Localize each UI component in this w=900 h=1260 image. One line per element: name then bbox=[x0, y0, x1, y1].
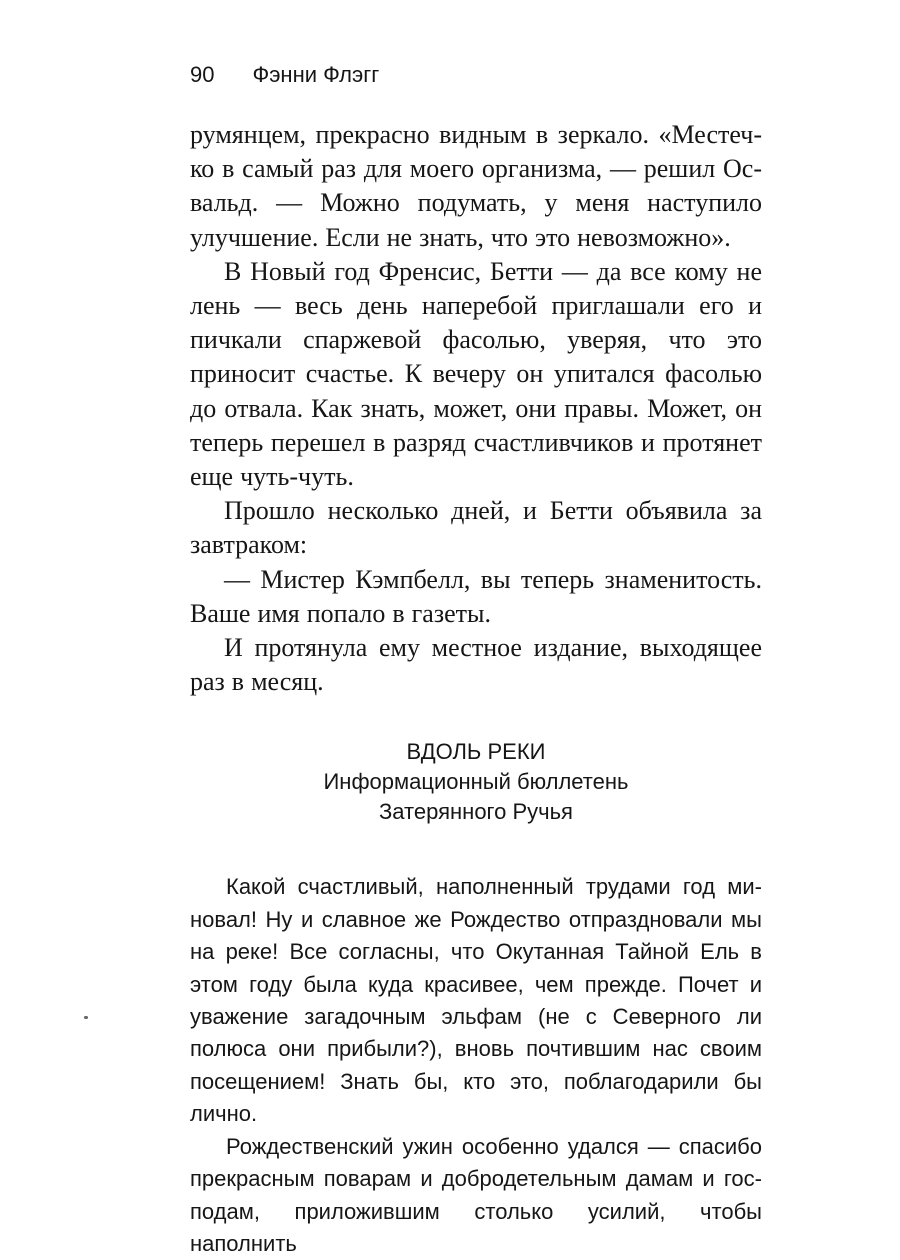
newsletter-subtitle: Затерянного Ручья bbox=[379, 799, 573, 825]
paragraph: И протянула ему местное издание, выходящее раз в месяц. bbox=[190, 633, 762, 697]
scan-speck bbox=[84, 1016, 88, 1019]
running-head-author: Фэнни Флэгг bbox=[252, 62, 380, 87]
newsletter-title: ВДОЛЬ РЕКИ bbox=[406, 739, 546, 765]
newsletter-subtitle: Информационный бюллетень bbox=[323, 769, 629, 795]
paragraph: румянцем, прекрасно видным в зеркало. «Местечко в самый раз для моего организма, — решил Освальд. — Можно подумать, у меня наступило улучшение. Если не знать, что это невозможно». bbox=[190, 120, 762, 252]
page-number: 90 bbox=[190, 62, 215, 87]
running-head bbox=[190, 60, 762, 90]
newsletter-heading bbox=[190, 737, 762, 827]
newsletter-text bbox=[190, 871, 762, 1260]
newsletter-paragraph: Рождественский ужин особенно удался — спасибо прекрасным поварам и добродетельным дамам и господам, приложившим столько усилий, чтобы наполнить bbox=[190, 1133, 762, 1256]
paragraph: Прошло несколько дней, и Бетти объявила за завтраком: bbox=[190, 496, 762, 560]
book-page bbox=[190, 60, 762, 1260]
dialogue-paragraph: — Мистер Кэмпбелл, вы теперь знаменитость. Ваше имя попало в газеты. bbox=[190, 564, 762, 628]
newsletter-paragraph: Какой счастливый, наполненный трудами год миновал! Ну и славное же Рождество отпраздновали мы на реке! Все согласны, что Окутанная Тайной Ель в этом году была куда красивее, чем прежде. Почет и уважение загадочным эльфам (не с Северного ли полюса они прибыли?), вновь почтившим нас своим посещением! Знать бы, кто это, поблагодарили бы лично. bbox=[190, 874, 762, 1127]
main-text bbox=[190, 118, 762, 699]
paragraph: В Новый год Френсис, Бетти — да все кому не лень — весь день наперебой приглашали его и пичкали спаржевой фасолью, уверяя, что это приносит счастье. К вечеру он упитался фасолью до отвала. Как знать, может, они правы. Может, он теперь перешел в разряд счастливчиков и протянет еще чуть-чуть. bbox=[190, 256, 762, 492]
